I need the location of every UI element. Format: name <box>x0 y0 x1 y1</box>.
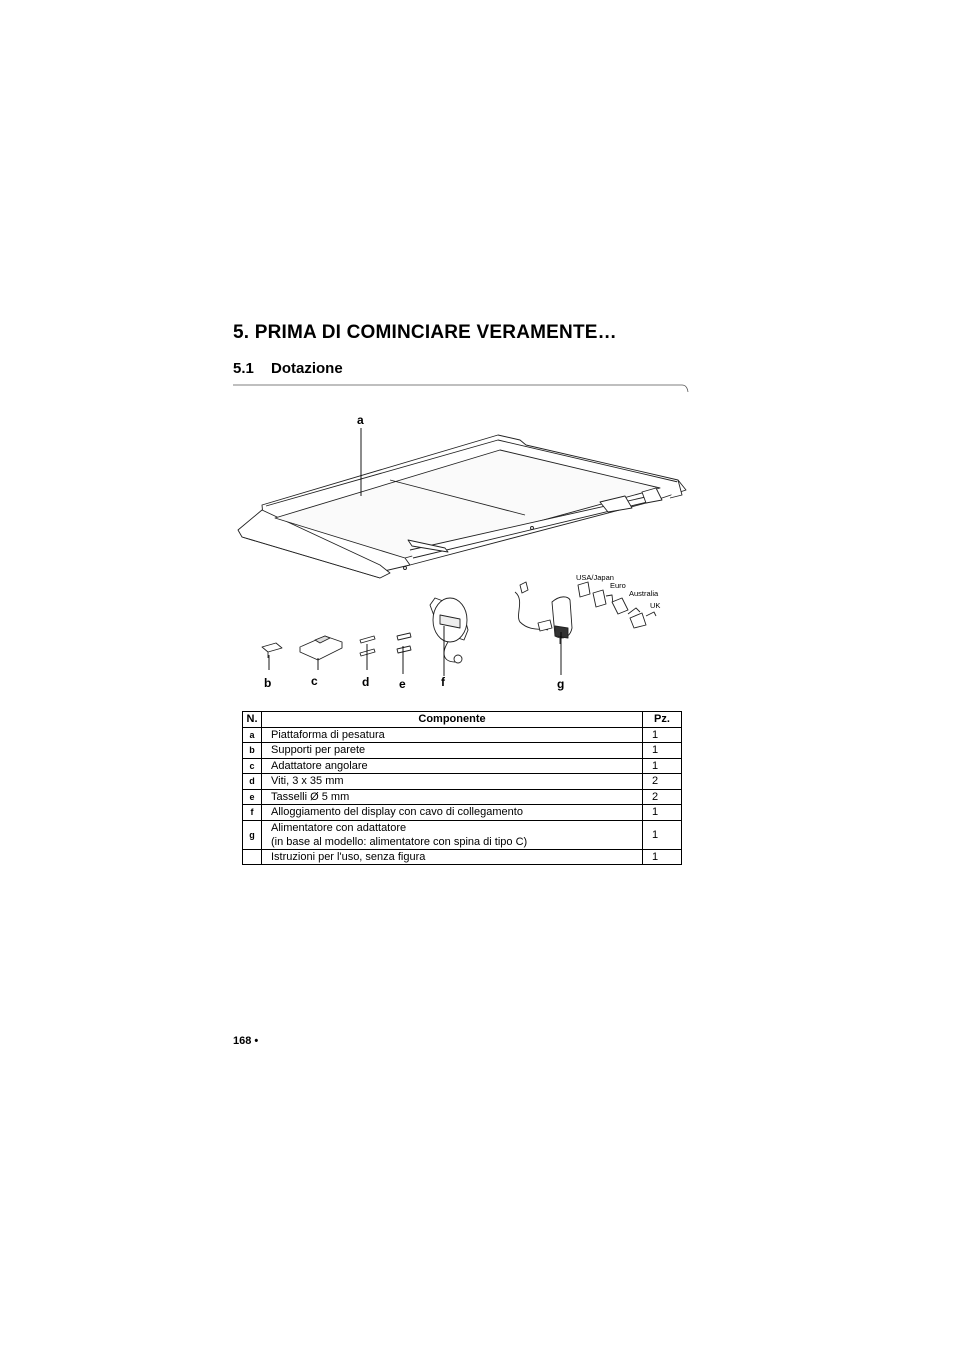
row-key <box>243 849 262 865</box>
table-body <box>243 727 682 865</box>
table-header-row <box>243 712 682 728</box>
row-component <box>262 849 643 865</box>
page-number: 168 • <box>233 1035 259 1047</box>
table-row <box>243 849 682 865</box>
heading-rule <box>0 0 954 420</box>
table-row <box>243 789 682 805</box>
component-line: Viti, 3 x 35 mm <box>271 775 344 788</box>
row-key: a <box>243 727 262 743</box>
header-num: N. <box>243 712 262 728</box>
angle-adapter-drawing <box>300 636 342 660</box>
component-line: Piattaforma di pesatura <box>271 728 385 741</box>
row-qty: 1 <box>643 727 682 743</box>
table-row <box>243 727 682 743</box>
components-table <box>242 711 682 865</box>
row-component <box>262 820 643 849</box>
row-qty: 1 <box>643 758 682 774</box>
row-key: e <box>243 789 262 805</box>
component-line: Istruzioni per l'uso, senza figura <box>271 850 426 863</box>
component-line: Supporti per parete <box>271 744 366 757</box>
header-component: Componente <box>262 712 643 728</box>
components-figure <box>230 400 700 700</box>
table-row <box>243 805 682 821</box>
subsection-number: 5.1 <box>233 360 254 377</box>
table-row <box>243 743 682 759</box>
row-qty: 2 <box>643 774 682 790</box>
plug-label-usa-japan: USA/Japan <box>576 573 614 582</box>
row-qty: 1 <box>643 805 682 821</box>
component-line: Alloggiamento del display con cavo di collegamento <box>271 806 523 819</box>
table-row <box>243 758 682 774</box>
power-supply-drawing <box>515 582 572 644</box>
label-e: e <box>399 677 406 691</box>
component-line: Alimentatore con adattatore <box>271 821 407 834</box>
table-row <box>243 774 682 790</box>
row-key: c <box>243 758 262 774</box>
table-row <box>243 820 682 849</box>
row-qty: 1 <box>643 849 682 865</box>
label-g: g <box>557 677 565 691</box>
label-b: b <box>264 676 272 690</box>
row-component <box>262 727 643 743</box>
weighing-platform-drawing <box>238 435 686 578</box>
row-component <box>262 789 643 805</box>
row-key: g <box>243 820 262 849</box>
display-housing-drawing <box>430 598 468 663</box>
row-component <box>262 743 643 759</box>
component-line: Tasselli Ø 5 mm <box>271 790 350 803</box>
plug-label-australia: Australia <box>629 589 659 598</box>
plug-label-uk: UK <box>650 601 661 610</box>
label-a: a <box>357 413 364 427</box>
row-qty: 1 <box>643 743 682 759</box>
components-illustration <box>230 400 700 695</box>
label-d: d <box>362 675 370 689</box>
wall-plugs-drawing <box>397 633 411 653</box>
row-qty: 1 <box>643 820 682 849</box>
row-component <box>262 805 643 821</box>
label-f: f <box>441 675 445 689</box>
row-component <box>262 774 643 790</box>
screws-drawing <box>360 636 375 656</box>
component-line: (in base al modello: alimentatore con spina di tipo C) <box>271 835 528 848</box>
label-c: c <box>311 674 318 688</box>
row-key: b <box>243 743 262 759</box>
row-key: d <box>243 774 262 790</box>
plug-label-euro: Euro <box>610 581 626 590</box>
component-line: Adattatore angolare <box>271 759 368 772</box>
header-qty: Pz. <box>643 712 682 728</box>
row-key: f <box>243 805 262 821</box>
section-title: PRIMA DI COMINCIARE VERAMENTE… <box>254 322 617 343</box>
row-qty: 2 <box>643 789 682 805</box>
section-number: 5. <box>233 322 250 343</box>
wall-bracket-drawing <box>262 643 282 658</box>
row-component <box>262 758 643 774</box>
subsection-title: Dotazione <box>271 360 343 377</box>
